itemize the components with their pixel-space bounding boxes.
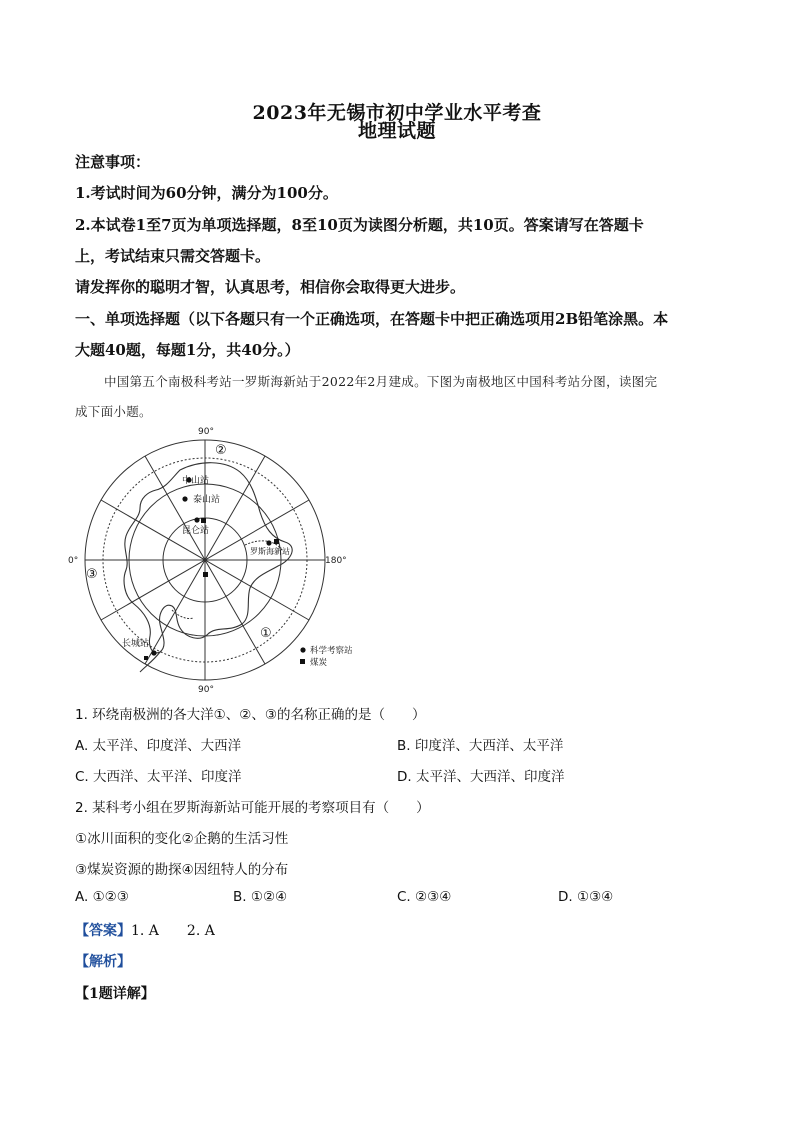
taishan-station-marker xyxy=(182,496,187,501)
question-2-option-b: B. ①②④ xyxy=(233,889,288,905)
changcheng-station-label: 长城站 xyxy=(122,639,150,649)
taishan-station-label: 泰山站 xyxy=(193,495,221,505)
material-line-1: 中国第五个南极科考站一罗斯海新站于2022年2月建成。下图为南极地区中国科考站分图，读图完 xyxy=(104,374,658,389)
analysis-label: 【解析】 xyxy=(75,954,131,970)
legend-station-marker xyxy=(300,647,305,652)
notice-item-2-line-1: 2.本试卷1至7页为单项选择题，8至10页为读图分析题，共10页。答案请写在答题卡 xyxy=(75,216,644,234)
kunlun-station-label: 昆仑站 xyxy=(182,526,210,536)
coal-marker-central xyxy=(203,572,208,577)
legend-coal-label: 煤炭 xyxy=(310,658,328,668)
question-2-option-c: C. ②③④ xyxy=(397,889,452,905)
question-1-option-b: B. 印度洋、大西洋、太平洋 xyxy=(397,738,564,754)
rossea-station-marker xyxy=(266,540,271,545)
question-2-items-line-2: ③煤炭资源的勘探④因纽特人的分布 xyxy=(75,862,289,878)
kunlun-station-marker xyxy=(194,517,199,522)
section-heading-line-2: 大题40题，每题1分，共40分。） xyxy=(75,341,300,359)
page-subtitle: 地理试题 xyxy=(357,120,436,142)
lon-label-left: 0° xyxy=(68,556,79,566)
question-2-stem: 2. 某科考小组在罗斯海新站可能开展的考察项目有（ ） xyxy=(75,800,430,816)
antarctica-map xyxy=(60,420,360,698)
detail-1-label: 【1题详解】 xyxy=(75,986,155,1002)
question-2-option-d: D. ①③④ xyxy=(558,889,614,905)
question-2-option-a: A. ①②③ xyxy=(75,889,129,905)
coal-marker-rossea xyxy=(274,539,279,544)
notice-heading: 注意事项： xyxy=(75,153,151,171)
zhongshan-station-label: 中山站 xyxy=(182,476,210,486)
question-1-option-a: A. 太平洋、印度洋、大西洋 xyxy=(75,738,242,754)
question-2-items-line-1: ①冰川面积的变化②企鹅的生活习性 xyxy=(75,831,289,847)
ocean-label-3: ③ xyxy=(86,567,98,582)
lon-label-right: 180° xyxy=(325,556,347,566)
legend-coal-marker xyxy=(300,659,305,664)
question-1-option-d: D. 太平洋、大西洋、印度洋 xyxy=(397,769,565,785)
material-line-2: 成下面小题。 xyxy=(75,404,152,419)
coal-marker-kunlun xyxy=(201,518,206,523)
coal-marker-changcheng xyxy=(144,656,148,660)
encourage-text: 请发挥你的聪明才智，认真思考，相信你会取得更大进步。 xyxy=(75,278,466,296)
question-1-option-c: C. 大西洋、太平洋、印度洋 xyxy=(75,769,242,785)
legend-station-label: 科学考察站 xyxy=(310,646,353,656)
rossea-station-label: 罗斯海新站 xyxy=(250,547,290,556)
changcheng-station-marker xyxy=(151,650,156,655)
ocean-label-2: ② xyxy=(215,443,227,458)
answer-block xyxy=(75,920,215,940)
page-title: 2023年无锡市初中学业水平考查 xyxy=(252,102,542,124)
answer-value: 1. A 2. A xyxy=(131,923,215,939)
notice-item-1: 1.考试时间为60分钟，满分为100分。 xyxy=(75,184,338,202)
question-1-stem: 1. 环绕南极洲的各大洋①、②、③的名称正确的是（ ） xyxy=(75,707,426,723)
answer-label: 【答案】 xyxy=(75,923,131,939)
lon-label-top: 90° xyxy=(198,427,214,437)
lon-label-bottom: 90° xyxy=(198,685,214,695)
ocean-label-1: ① xyxy=(260,626,272,641)
section-heading-line-1: 一、单项选择题（以下各题只有一个正确选项，在答题卡中把正确选项用2B铅笔涂黑。本 xyxy=(75,310,669,328)
notice-item-2-line-2: 上，考试结束只需交答题卡。 xyxy=(75,247,271,265)
